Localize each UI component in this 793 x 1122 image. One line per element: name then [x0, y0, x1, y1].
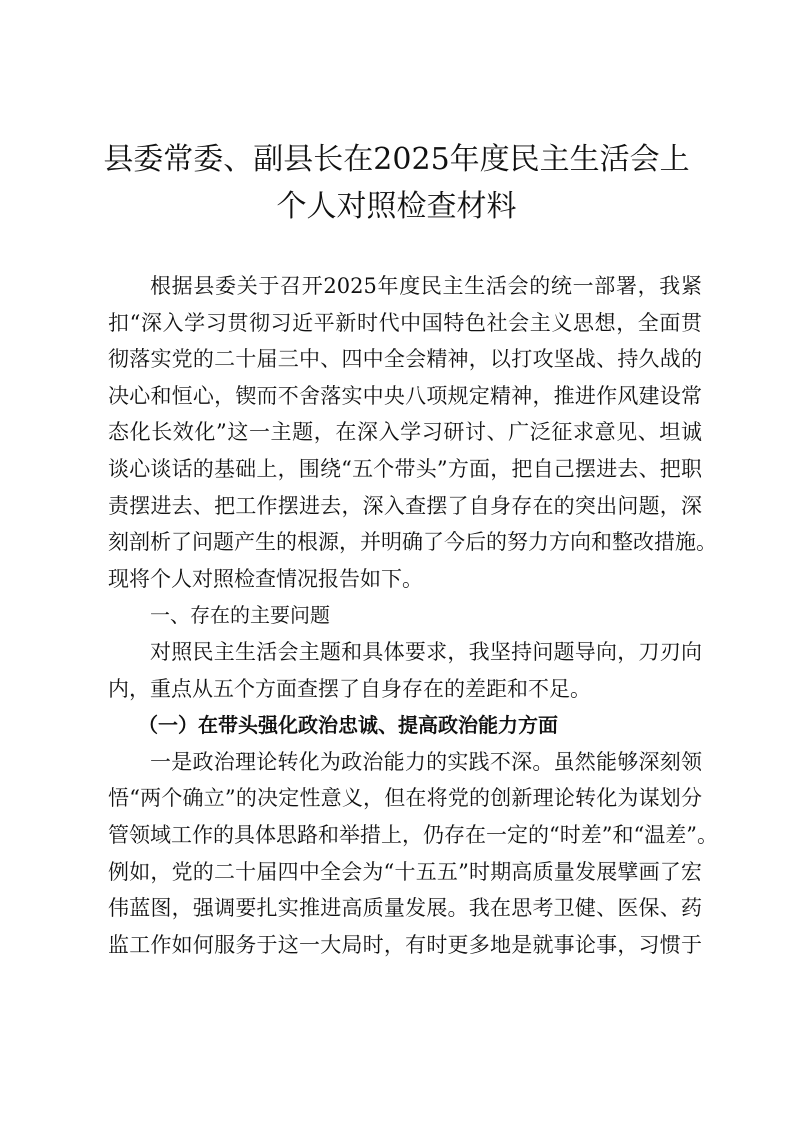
paragraph-line: 管领域工作的具体思路和举措上，仍存在一定的“时差”和“温差”。	[108, 822, 718, 847]
paragraph-line: 一是政治理论转化为政治能力的实践不深。虽然能够深刻领	[150, 749, 702, 774]
paragraph-line: 伟蓝图，强调要扎实推进高质量发展。我在思考卫健、医保、药	[108, 896, 702, 921]
document-body	[108, 268, 718, 963]
paragraph-line: 决心和恒心，锲而不舍落实中央八项规定精神，推进作风建设常	[108, 383, 702, 408]
document-title-line-2: 个人对照检查材料	[276, 189, 517, 224]
document-title-line-1: 县委常委、副县长在2025年度民主生活会上	[103, 142, 690, 177]
paragraph-line: 对照民主生活会主题和具体要求，我坚持问题导向，刀刃向	[150, 639, 702, 664]
paragraph-line: 现将个人对照检查情况报告如下。	[108, 566, 423, 591]
paragraph-line: 责摆进去、把工作摆进去，深入查摆了自身存在的突出问题，深	[108, 493, 702, 518]
paragraph-line: 刻剖析了问题产生的根源，并明确了今后的努力方向和整改措施。	[108, 530, 717, 555]
subsection-heading: （一）在带头强化政治忠诚、提高政治能力方面	[138, 713, 558, 738]
paragraph-line: 悟“两个确立”的决定性意义，但在将党的创新理论转化为谋划分	[108, 786, 702, 811]
paragraph-line: 监工作如何服务于这一大局时，有时更多地是就事论事，习惯于	[108, 932, 702, 957]
section-heading: 一、存在的主要问题	[150, 603, 330, 628]
paragraph-line: 根据县委关于召开2025年度民主生活会的统一部署，我紧	[150, 274, 702, 298]
paragraph-line: 例如，党的二十届四中全会为“十五五”时期高质量发展擘画了宏	[108, 859, 702, 884]
paragraph-line: 内，重点从五个方面查摆了自身存在的差距和不足。	[108, 676, 591, 701]
paragraph-line: 态化长效化”这一主题，在深入学习研讨、广泛征求意见、坦诚	[108, 420, 702, 445]
paragraph-line: 扣“深入学习贯彻习近平新时代中国特色社会主义思想，全面贯	[108, 310, 702, 335]
paragraph-line: 彻落实党的二十届三中、四中全会精神，以打攻坚战、持久战的	[108, 347, 702, 372]
paragraph-line: 谈心谈话的基础上，围绕“五个带头”方面，把自己摆进去、把职	[108, 456, 702, 481]
